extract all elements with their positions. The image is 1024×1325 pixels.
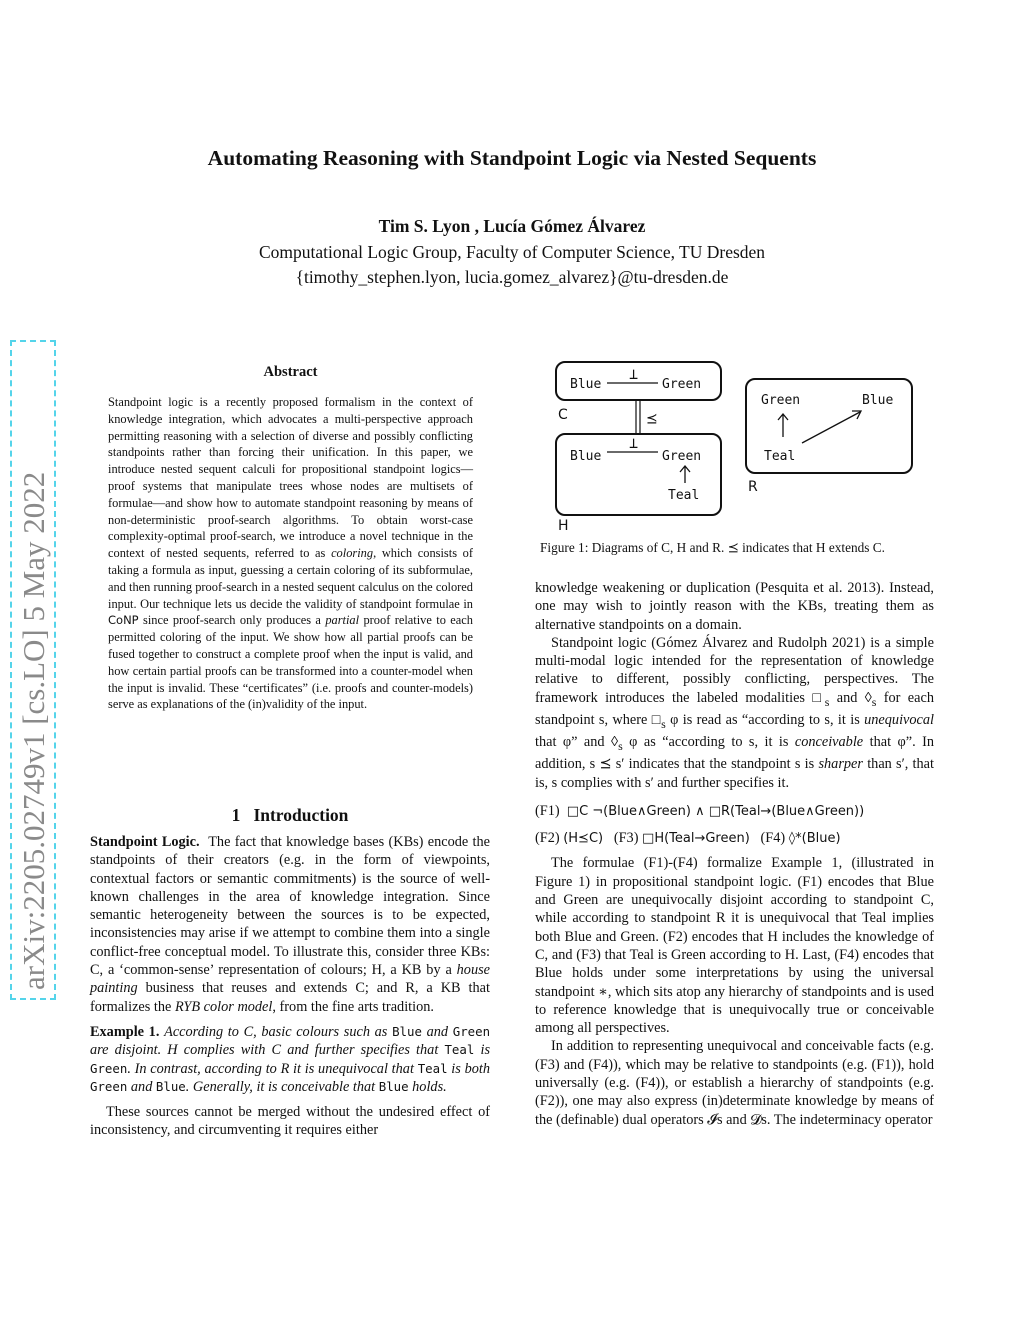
r-arrow-blue [802, 412, 860, 443]
abstract-heading: Abstract [263, 364, 318, 380]
c-blue-label: Blue [570, 377, 602, 392]
author-emails: {timothy_stephen.lyon, lucia.gomez_alvarez}@tu-dresden.de [295, 267, 729, 287]
r-blue-label: Blue [862, 393, 894, 408]
h-box-label: H [558, 518, 569, 534]
merge-paragraph: These sources cannot be merged without the undesired effect of inconsistency, and circumventing it requires either [90, 1104, 490, 1139]
formulae-explanation: The formulae (F1)-(F4) formalize Example 1, (illustrated in Figure 1) in propositional standpoint logic. (F1) encodes that Blue and Green are unequivocally disjoint according to standpoint C, while according to standpoint R it is unequivocal that Teal implies both Blue and Green. (F2) encodes that H includes the knowledge of C, and (F3) that Teal is Green according to H. Last, (F4) encodes that Blue holds under some interpretations by using the universal standpoint ∗, which sits atop any hierarchy of standpoints and is used to reference knowledge that is unequivocally true or conceivable among all perspectives. [535, 855, 934, 1037]
standpoint-logic-paragraph: Standpoint Logic. The fact that knowledge bases (KBs) encode the standpoints of their creators (e.g. in the form of viewpoints, contextual factors or semantic commitments) is the source of well-known challenges in the area of knowledge integration. Since semantic heterogeneity between the sources is to be expected, inconsistencies may arise if we attempt to combine them into a single conflict-free conceptual model. To illustrate this, consider three KBs: C, a ‘common-sense’ representation of colours; H, a KB by a house painting business that reuses and extends C; and R, a KB that formalizes the RYB color model, from the fine arts tradition. [90, 834, 490, 1015]
weakening-paragraph: knowledge weakening or duplication (Pesquita et al. 2013). Instead, one may wish to jointly reason with the KBs, treating them as alternative standpoints on a domain. [535, 580, 934, 633]
h-green-label: Green [662, 449, 702, 464]
paper-title: Automating Reasoning with Standpoint Logic via Nested Sequents [207, 146, 817, 170]
r-box-label: R [748, 479, 758, 495]
c-green-label: Green [662, 377, 702, 392]
r-teal-label: Teal [764, 449, 796, 464]
affiliation: Computational Logic Group, Faculty of Computer Science, TU Dresden [258, 242, 766, 262]
r-green-label: Green [761, 393, 801, 408]
example-1: Example 1. According to C, basic colours such as Blue and Green are disjoint. H complies with C and further specifies that Teal is Green. In contrast, according to R it is unequivocal that Teal is both Green and Blue. Generally, it is conceivable that Blue holds. [90, 1023, 491, 1095]
section-heading: 1 Introduction [231, 805, 349, 825]
h-bottom-symbol: ⊥ [629, 434, 639, 452]
formulas-f2-f4: (F2) (H⪯C) (F3) □H(Teal→Green) (F4) ◊*(Blue) [535, 830, 841, 847]
c-bottom-symbol: ⊥ [629, 365, 639, 383]
authors: Tim S. Lyon , Lucía Gómez Álvarez [378, 216, 646, 236]
arxiv-stamp[interactable]: arXiv:2205.02749v1 [cs.LO] 5 May 2022 [10, 340, 56, 1000]
indeterminacy-paragraph: In addition to representing unequivocal and conceivable facts (e.g. (F3) and (F4)), which may be relative to standpoints (e.g. (F1)), hold universally (e.g. (F4)), or establish a hierarchy of standpoints (e.g. (F2)), one may also express (in)determinate knowledge by means of the (definable) dual operators 𝓘s and 𝓓s. The indeterminacy operator [535, 1038, 934, 1128]
formula-f1: (F1) □C ¬(Blue∧Green) ∧ □R(Teal→(Blue∧Green)) [535, 802, 865, 819]
h-blue-label: Blue [570, 449, 602, 464]
figure-1-caption: Figure 1: Diagrams of C, H and R. ⪯ indicates that H extends C. [540, 540, 885, 555]
c-box-label: C [558, 407, 568, 423]
extends-symbol: ⪯ [646, 411, 658, 427]
figure-1-diagram [540, 355, 940, 535]
standpoint-logic-intro: Standpoint logic (Gómez Álvarez and Rudolph 2021) is a simple multi-modal logic intended for the representation of knowledge relative to different, possibly conflicting, perspectives. The framework introduces the labeled modalities $□_s$ and $◊_s$ for each standpoint s, where $□_s$ φ is read as “according to s, it is unequivocal that φ” and $◊_s$ φ as “according to s, it is conceivable that φ”. In addition, s ⪯ s′ indicates that the standpoint s is sharper than s′, that is, s complies with s′ and further specifies it. [535, 634, 935, 791]
right-column [535, 579, 934, 1129]
left-column [90, 833, 490, 1140]
abstract-body: Standpoint logic is a recently proposed formalism in the context of knowledge integration, which advocates a multi-perspective approach permitting reasoning with a selection of diverse and possibly conflicting standpoints rather than forcing their unification. In this paper, we introduce nested sequent calculi for propositional standpoint logics—proof systems that manipulate trees whose nodes are multisets of formulae—and show how to automate standpoint reasoning by means of non-deterministic proof-search algorithms. To obtain worst-case complexity-optimal proof-search, we introduce a novel technique in the context of nested sequents, referred to as coloring, which consists of taking a formula as input, guessing a certain coloring of its subformulae, and then running proof-search in a nested sequent calculus on the colored input. Our technique lets us decide the validity of standpoint formulae in CoNP since proof-search only produces a partial proof relative to each permitted coloring of the input. We show how all partial proofs can be fused together to construct a complete proof when the input is valid, and how certain partial proofs can be transformed into a counter-model when the input is invalid. These “certificates” (i.e. proofs and counter-models) serve as explanations of the (in)validity of the input. [108, 395, 474, 712]
h-teal-label: Teal [668, 488, 700, 503]
